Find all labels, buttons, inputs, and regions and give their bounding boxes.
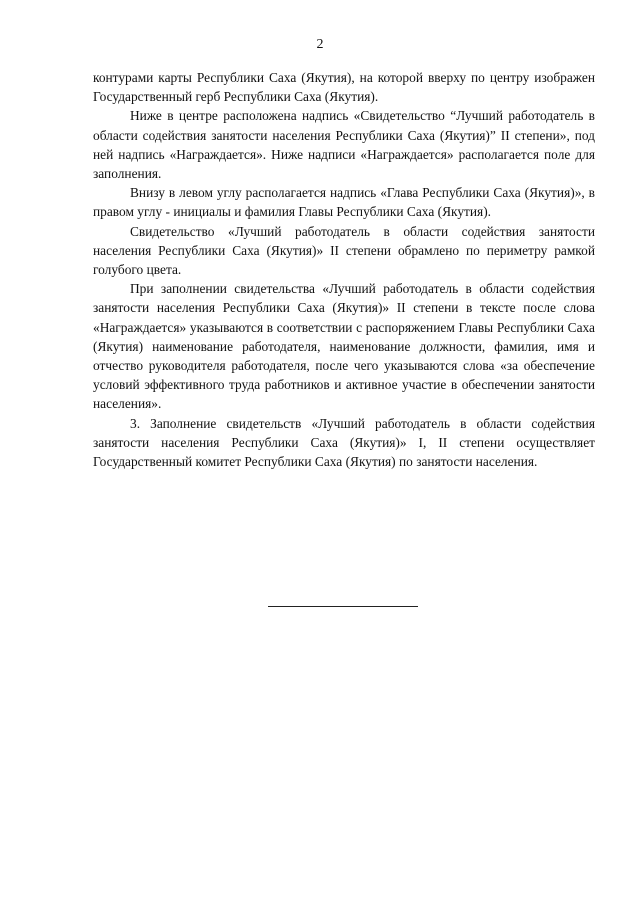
paragraph-inscription-center: Ниже в центре расположена надпись «Свидетельство “Лучший работодатель в области содействия занятости населения Республики Саха (Якутия)” II степени», под ней надпись «Награждается». Ниже надписи «Награждается» располагается поле для заполнения. bbox=[93, 108, 595, 182]
paragraph-filling: При заполнении свидетельства «Лучший работодатель в области содействия занятости населения Республики Саха (Якутия)» II степени в тексте после слова «Награждается» указываются в соответствии с распоряжением Главы Республики Саха (Якутия) наименование работодателя, наименование должности, фамилия, имя и отчество руководителя работодателя, после чего указываются слова «за обеспечение условий эффективного труда работников и активное участие в обеспечении занятости населения». bbox=[93, 281, 595, 412]
paragraph-item-3: 3. Заполнение свидетельств «Лучший работодатель в области содействия занятости населения Республики Саха (Якутия)» I, II степени осуществляет Государственный комитет Республики Саха (Якутия) по занятости населения. bbox=[93, 415, 595, 470]
paragraph-frame: Свидетельство «Лучший работодатель в области содействия занятости населения Республики Саха (Якутия)» II степени обрамлено по периметру рамкой голубого цвета. bbox=[93, 223, 595, 278]
end-divider bbox=[268, 606, 418, 607]
paragraph-inscription-bottom: Внизу в левом углу располагается надпись «Глава Республики Саха (Якутия)», в правом углу - инициалы и фамилия Главы Республики Саха (Якутия). bbox=[93, 185, 595, 220]
document-body bbox=[93, 68, 595, 471]
paragraph-continuation: контурами карты Республики Саха (Якутия), на которой вверху по центру изображен Государственный герб Республики Саха (Якутия). bbox=[93, 70, 595, 105]
page-number: 2 bbox=[316, 37, 324, 52]
